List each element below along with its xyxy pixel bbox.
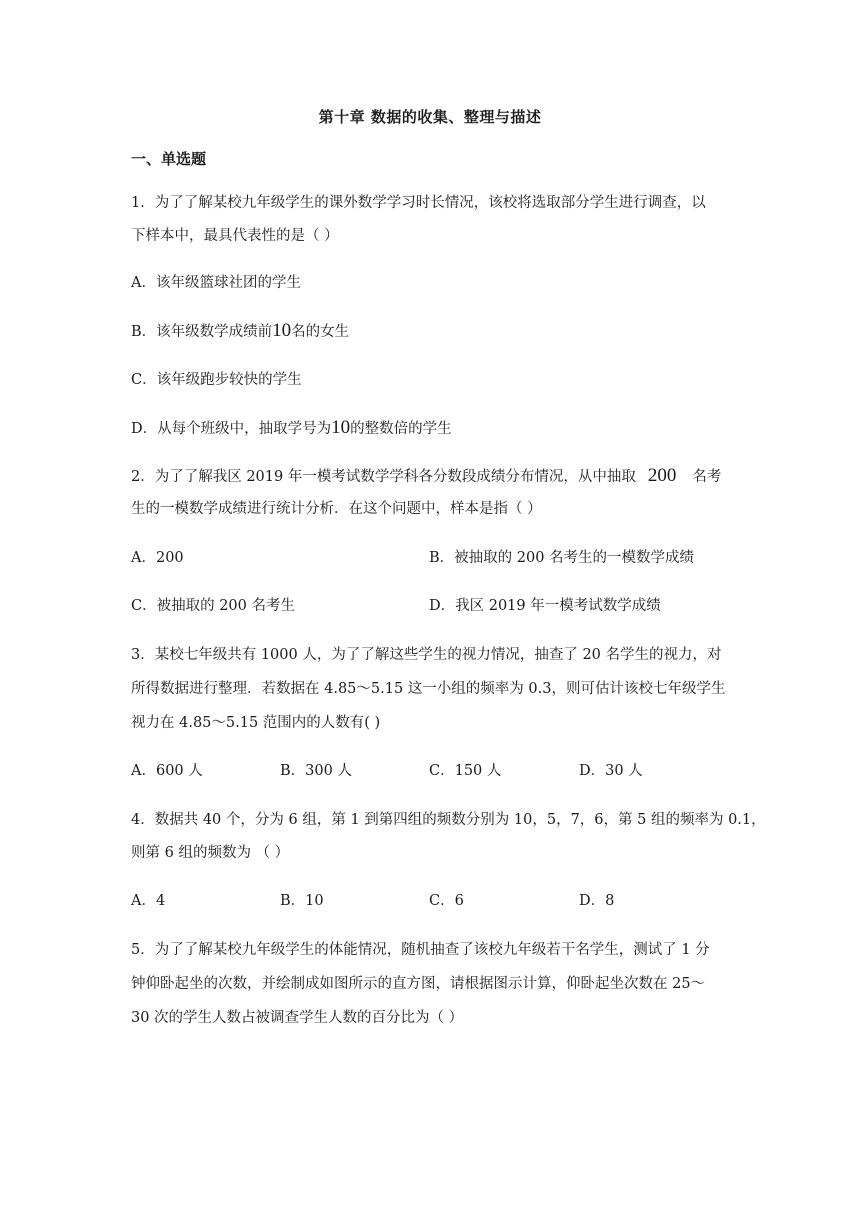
q1-option-a: A．该年级篮球社团的学生 (131, 275, 301, 291)
q3-stem-line1: 3．某校七年级共有 1000 人，为了了解这些学生的视力情况，抽查了 20 名学生的视力，对 (131, 647, 722, 663)
q2-stem-line1 (131, 466, 721, 487)
q2-stem-number: 200 (647, 465, 677, 486)
q3-option-b: B．300 人 (280, 763, 352, 779)
q1-option-b (131, 321, 349, 342)
q4-option-a: A．4 (131, 893, 166, 909)
q4-stem-line1: 4．数据共 40 个，分为 6 组，第 1 到第四组的频数分别为 10，5，7，6，第 5 组的频率为 0.1， (131, 812, 766, 828)
q2-option-d: D．我区 2019 年一模考试数学成绩 (429, 598, 661, 614)
q1-option-b-post: 名的女生 (291, 324, 350, 340)
q1-option-b-pre: B．该年级数学成绩前 (131, 324, 273, 340)
q2-stem-line2: 生的一模数学成绩进行统计分析．在这个问题中，样本是指（ ） (131, 501, 542, 517)
q5-stem-line3: 30 次的学生人数占被调查学生人数的百分比为（ ） (131, 1010, 464, 1026)
q2-stem-pre: 2．为了了解我区 2019 年一模考试数学学科各分数段成绩分布情况，从中抽取 (131, 469, 636, 485)
q3-stem-line3: 视力在 4.85～5.15 范围内的人数有( ) (131, 715, 381, 731)
q1-option-d-number: 10 (331, 417, 351, 438)
chapter-title: 第十章 数据的收集、整理与描述 (318, 108, 542, 126)
q3-option-a: A．600 人 (131, 763, 203, 779)
q1-option-d-post: 的整数倍的学生 (350, 421, 452, 437)
q1-option-c: C．该年级跑步较快的学生 (131, 372, 302, 388)
q5-stem-line2: 钟仰卧起坐的次数，并绘制成如图所示的直方图，请根据图示计算，仰卧起坐次数在 25～ (131, 976, 706, 992)
q3-option-c: C．150 人 (429, 763, 502, 779)
q5-stem-line1: 5．为了了解某校九年级学生的体能情况，随机抽查了该校九年级若干名学生，测试了 1 分 (131, 942, 710, 958)
q1-option-d-pre: D．从每个班级中，抽取学号为 (131, 421, 332, 437)
q3-option-d: D．30 人 (579, 763, 643, 779)
q1-stem-line1: 1．为了了解某校九年级学生的课外数学学习时长情况，该校将选取部分学生进行调查，以 (131, 195, 706, 211)
q2-option-a: A．200 (131, 550, 184, 566)
q4-stem-line2: 则第 6 组的频数为 （ ） (131, 845, 290, 861)
q4-option-d: D．8 (579, 893, 615, 909)
q3-stem-line2: 所得数据进行整理．若数据在 4.85～5.15 这一小组的频率为 0.3，则可估计该校七年级学生 (131, 681, 726, 697)
section-heading: 一、单选题 (131, 150, 207, 168)
q2-option-c: C．被抽取的 200 名考生 (131, 598, 295, 614)
q1-option-b-number: 10 (272, 320, 292, 341)
q1-stem-line2: 下样本中，最具代表性的是（ ） (131, 228, 339, 244)
q2-option-b: B．被抽取的 200 名考生的一模数学成绩 (429, 550, 695, 566)
q2-stem-post: 名考 (692, 469, 722, 485)
q4-option-b: B．10 (280, 893, 324, 909)
q1-option-d (131, 418, 452, 439)
q4-option-c: C．6 (429, 893, 464, 909)
